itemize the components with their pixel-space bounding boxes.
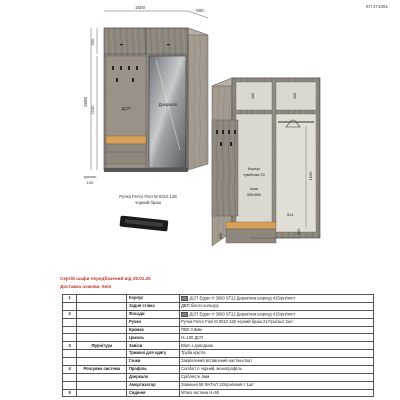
spec-name: Кромка — [127, 326, 179, 334]
document-code: КП 271091 — [365, 4, 388, 9]
mezz-right-label: 400 — [293, 92, 297, 100]
spec-num: 1 — [63, 295, 77, 303]
spec-value — [179, 334, 373, 342]
handle-caption — [113, 194, 183, 206]
panel-label: Корпус — [247, 167, 261, 171]
spec-name: Фасади — [127, 310, 179, 318]
handle-caption-line2: чорний браш — [134, 199, 162, 205]
handle-caption-line1: Ручка Fenro Fiori М 0010 128 — [119, 194, 177, 199]
spec-num: 2 — [63, 310, 77, 318]
spec-group — [77, 326, 127, 334]
spec-num — [63, 358, 77, 366]
spec-value-text: ДСП Egger H 3090 ST22 Дерев'яна шорнуд 415грн/лист — [189, 295, 296, 301]
spec-value — [179, 318, 373, 326]
spec-table — [62, 294, 374, 397]
spec-row — [63, 350, 374, 358]
spec-value — [179, 365, 373, 373]
spec-row — [63, 373, 374, 381]
spec-row — [63, 389, 374, 397]
spec-name: Корпус — [127, 295, 179, 303]
spec-group — [77, 295, 127, 303]
spec-value — [179, 326, 373, 334]
spec-value-text: М'яка частина Н=50 — [181, 389, 220, 395]
spec-group: Розсувна система — [77, 365, 127, 373]
bench-width-label: 314 — [286, 212, 294, 217]
spec-num — [63, 318, 77, 326]
spec-num — [63, 334, 77, 342]
spec-row — [63, 326, 374, 334]
spec-value-text: ДСП Egger H 3090 ST22 Дерев'яна шорнуд 415грн/лист — [189, 311, 296, 317]
spec-value-text: Ручка Fenro Fiori М 0010 128 чорний браш 217грн/1шт 2шт — [181, 318, 294, 324]
spec-num: 4 — [63, 365, 77, 373]
spec-value — [179, 389, 373, 397]
spec-name: Цоколь — [127, 334, 179, 342]
side-height-label: 800 — [219, 232, 223, 240]
spec-row — [63, 381, 374, 389]
spec-value-text: Закріплений вставлений настінні 5шт — [181, 358, 253, 364]
rail-height-label: 1550 — [308, 171, 313, 181]
mirror-label: Дзеркало — [158, 102, 178, 107]
panel-label-2: тумбочка 20 — [243, 173, 265, 177]
front-upper-label: 500 — [90, 38, 95, 46]
spec-name: Тримачі для одягу — [127, 350, 179, 358]
open-view — [212, 78, 320, 246]
spec-row — [63, 318, 374, 326]
spec-num — [63, 381, 77, 389]
spec-num: 5 — [63, 389, 77, 397]
date-note: Сертій шафи передбачений від 29.01.25 — [60, 276, 151, 281]
spec-name: Ручки — [127, 318, 179, 326]
spec-name: Амортизатор — [127, 381, 179, 389]
front-depth-label: 600 — [196, 8, 204, 13]
plinth-label: цоколь — [83, 174, 97, 179]
spec-group — [77, 302, 127, 310]
spec-num — [63, 350, 77, 358]
spec-group — [77, 310, 127, 318]
material-swatch — [181, 312, 188, 317]
spec-value — [179, 350, 373, 358]
front-lower-label: 2100 — [90, 105, 95, 115]
spec-value-text: Труба кругла — [181, 350, 206, 356]
spec-num: 3 — [63, 342, 77, 350]
spec-row — [63, 302, 374, 310]
spec-value — [179, 342, 373, 350]
spec-row — [63, 310, 374, 318]
mezz-left-label: 400 — [251, 92, 255, 100]
spec-num — [63, 326, 77, 334]
spec-value-text: ПВХ 0,8мм — [181, 326, 202, 332]
spec-row — [63, 342, 374, 350]
spec-name: Сидіння — [127, 389, 179, 397]
spec-group — [77, 381, 127, 389]
front-view — [83, 5, 208, 185]
plinth-value: 100 — [86, 180, 94, 185]
front-height-label: 2600 — [83, 96, 88, 108]
spec-value-text: Зовнішні 55 ФАТАЛ 125грн/комп-т 1шт — [181, 381, 254, 387]
spec-value — [179, 381, 373, 389]
spec-group — [77, 318, 127, 326]
spec-value — [179, 373, 373, 381]
spec-value-text: ДВП білого кольору — [181, 303, 219, 309]
spec-row — [63, 334, 374, 342]
spec-value — [179, 310, 373, 318]
handle-image — [120, 216, 169, 232]
spec-value-text: Сріблясте 4мм — [181, 374, 210, 380]
material-swatch — [181, 296, 188, 301]
niche-label: ніша — [249, 187, 259, 191]
spec-group: Фурнітура — [77, 342, 127, 350]
spec-num — [63, 373, 77, 381]
spec-name: Задня стінка — [127, 302, 179, 310]
spec-value-text: Comfort А чорний, монопрофіль — [181, 366, 242, 372]
spec-name: Гачки — [127, 358, 179, 366]
bench-height-label: 450 — [296, 228, 301, 236]
spec-name: Профіль — [127, 365, 179, 373]
spec-value — [179, 302, 373, 310]
spec-group — [77, 334, 127, 342]
spec-num — [63, 302, 77, 310]
spec-name: Дзеркало — [127, 373, 179, 381]
spec-group — [77, 389, 127, 397]
spec-group — [77, 350, 127, 358]
delivery-note: Доставка існкова- 6ein — [60, 284, 112, 289]
spec-value-text: Н=100 ДСП — [181, 334, 204, 340]
spec-value-text: Blum з доводкою — [181, 342, 214, 348]
spec-row — [63, 358, 374, 366]
spec-group — [77, 358, 127, 366]
spec-group — [77, 373, 127, 381]
dsp-label: ДСП — [121, 106, 131, 111]
front-width-label: 1500 — [134, 5, 146, 10]
spec-row — [63, 295, 374, 303]
spec-row — [63, 365, 374, 373]
spec-value — [179, 295, 373, 303]
spec-name: Завіси — [127, 342, 179, 350]
niche-size-label: 300x550 — [246, 193, 262, 197]
spec-value — [179, 358, 373, 366]
